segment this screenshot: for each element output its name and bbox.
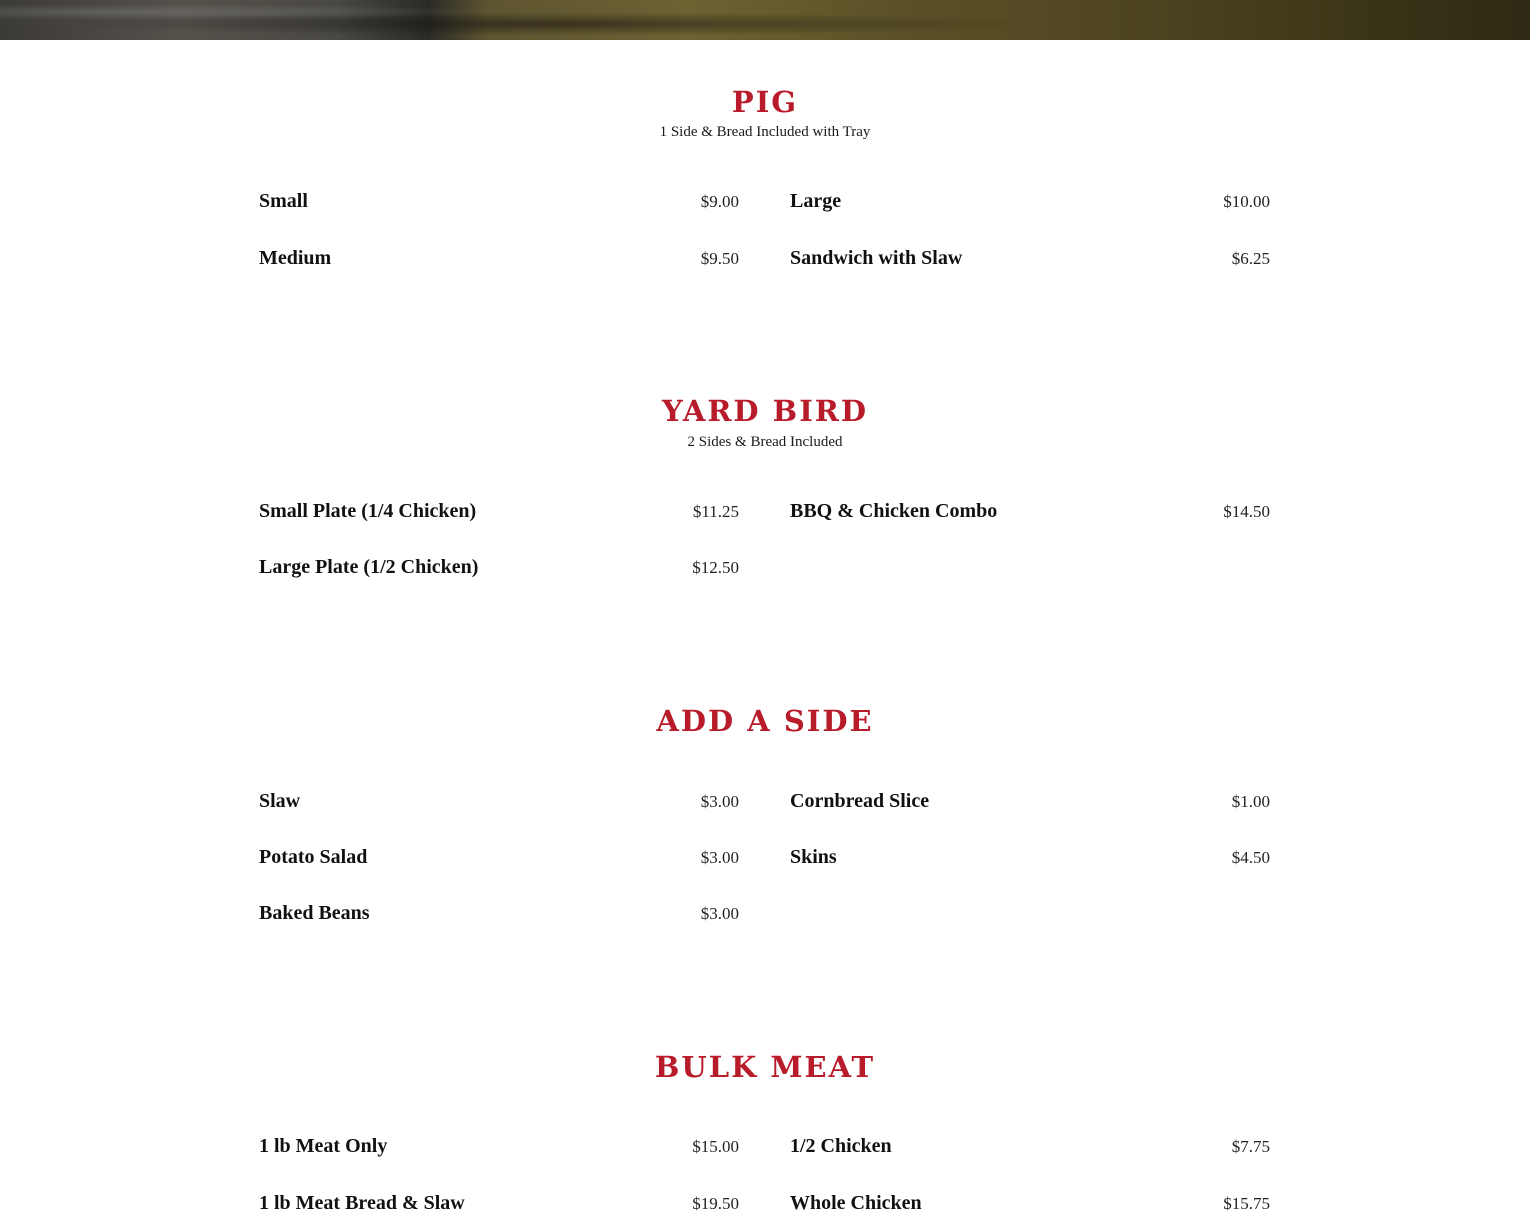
menu-item-name: Baked Beans: [259, 902, 370, 924]
menu-item-name: 1 lb Meat Only: [259, 1135, 388, 1157]
menu-item-price: $14.50: [1223, 502, 1270, 521]
menu-item-name: Potato Salad: [259, 846, 368, 868]
section-subtitle: 1 Side & Bread Included with Tray: [659, 124, 871, 140]
section-subtitle: 2 Sides & Bread Included: [687, 434, 843, 450]
menu-item: [259, 556, 739, 582]
hero-image: [0, 0, 1530, 40]
menu-item-price: $7.75: [1231, 1137, 1270, 1156]
section-title: YARD BIRD: [661, 394, 869, 428]
menu-item: [259, 902, 739, 928]
menu-item-name: Small Plate (1/4 Chicken): [259, 500, 477, 522]
section-title: PIG: [731, 85, 799, 119]
menu-item: [790, 846, 1270, 872]
menu-item: [259, 790, 739, 816]
menu-item: [790, 1192, 1270, 1218]
menu-item-price: $1.00: [1231, 792, 1270, 811]
menu-item: [790, 1135, 1270, 1161]
menu-item-price: $9.00: [700, 192, 739, 211]
menu-item-name: Skins: [790, 846, 837, 868]
menu-item-name: Slaw: [259, 790, 301, 812]
menu-item-price: $3.00: [700, 792, 739, 811]
menu-item: [790, 500, 1270, 526]
menu-item-name: 1 lb Meat Bread & Slaw: [259, 1192, 465, 1214]
menu-item-price: $19.50: [692, 1194, 739, 1213]
section-title: BULK MEAT: [654, 1050, 876, 1084]
menu-item-price: $3.00: [700, 848, 739, 867]
menu-item: [259, 1135, 739, 1161]
menu-item-price: $15.75: [1223, 1194, 1270, 1213]
menu-item-name: Large Plate (1/2 Chicken): [259, 556, 479, 578]
menu-item: [259, 500, 739, 526]
menu-item: [259, 190, 739, 216]
menu-item-name: Medium: [259, 247, 332, 269]
menu-item-price: $9.50: [700, 249, 739, 268]
menu-item-price: $12.50: [692, 558, 739, 577]
menu-item-name: Large: [790, 190, 842, 212]
menu-item-name: Whole Chicken: [790, 1192, 922, 1214]
menu-item-name: Cornbread Slice: [790, 790, 930, 812]
menu-item-price: $6.25: [1231, 249, 1270, 268]
menu-item: [790, 190, 1270, 216]
menu-item-name: Sandwich with Slaw: [790, 247, 963, 269]
menu-item-price: $3.00: [700, 904, 739, 923]
menu-item-price: $10.00: [1223, 192, 1270, 211]
menu-item-name: 1/2 Chicken: [790, 1135, 892, 1157]
menu-item: [259, 846, 739, 872]
menu-item: [790, 790, 1270, 816]
menu-item-name: BBQ & Chicken Combo: [790, 500, 998, 522]
menu-item: [790, 247, 1270, 273]
menu-item: [259, 247, 739, 273]
menu-item-price: $4.50: [1231, 848, 1270, 867]
menu-item-price: $11.25: [692, 502, 739, 521]
menu-item-price: $15.00: [692, 1137, 739, 1156]
menu-item-name: Small: [259, 190, 308, 212]
menu-item: [259, 1192, 739, 1218]
section-title: ADD A SIDE: [656, 704, 874, 738]
